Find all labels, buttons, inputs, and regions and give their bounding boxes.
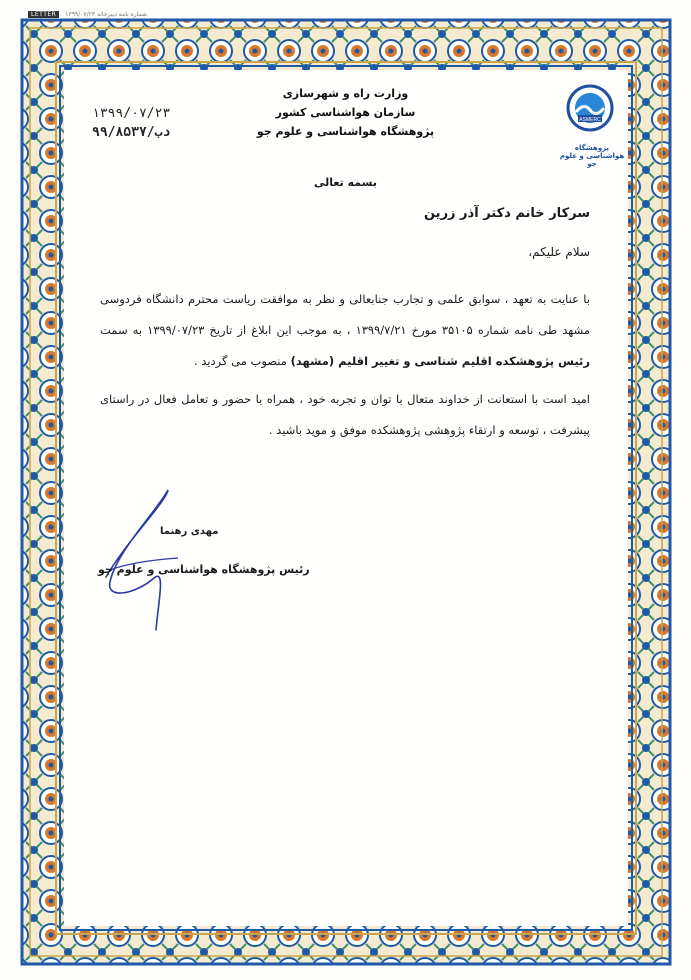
letter-number: دب/۹۹/۸۵۳۷ (92, 125, 171, 140)
signatory-name: مهدی رهنما (160, 526, 219, 537)
ministry-line: وزارت راه و شهرسازی (282, 87, 409, 100)
handwritten-signature (96, 482, 206, 632)
position-title: رئیس پژوهشکده اقلیم شناسی و تغییر اقلیم (مشهد) (290, 354, 590, 368)
body-paragraph-2: امید است با استعانت از خداوند متعال با توان و تجربه خود ، همراه با حضور و تعامل فعال در راستای پیشرفت ، توسعه و ارتقاء پژوهشی پژوهشکده موفق و موید باشید . (100, 392, 590, 437)
institute-line: پژوهشگاه هواشناسی و علوم جو (256, 125, 435, 138)
signatory-title: رئیس پژوهشگاه هواشناسی و علوم جو (98, 563, 310, 576)
invocation: بسمه تعالی (314, 176, 377, 189)
svg-text:ASMERC: ASMERC (579, 117, 601, 123)
letter-date: ۱۳۹۹/۰۷/۲۳ (92, 106, 171, 121)
body-1-text: با عنایت به تعهد ، سوابق علمی و تجارب جنابعالی و نظر به موافقت ریاست محترم دانشگاه فردوسی مشهد طی نامه شماره ۳۵۱۰۵ مورخ ۱۳۹۹/۷/۲۱ ، به موجب این ابلاغ از تاریخ ۱۳۹۹/۰۷/۲۳ به سمت (100, 292, 591, 337)
letter-meta (92, 104, 170, 142)
organization-line: سازمان هواشناسی کشور (275, 106, 416, 119)
logo-caption: پژوهشگاه هواشناسی و علوم جو (559, 144, 625, 168)
scan-tag: LETTER (28, 11, 59, 18)
body-paragraph-1 (100, 284, 590, 377)
body-1-ending: منصوب می گردید . (194, 354, 291, 368)
greeting-line: سلام علیکم، (528, 245, 590, 259)
scan-header-text: ۱۳۹۹/۰۷/۲۳ شماره نامه دیبرخانه (65, 11, 147, 18)
scan-header-strip (28, 11, 147, 18)
recipient-line: سرکار خانم دکتر آذر زرین (423, 206, 590, 221)
